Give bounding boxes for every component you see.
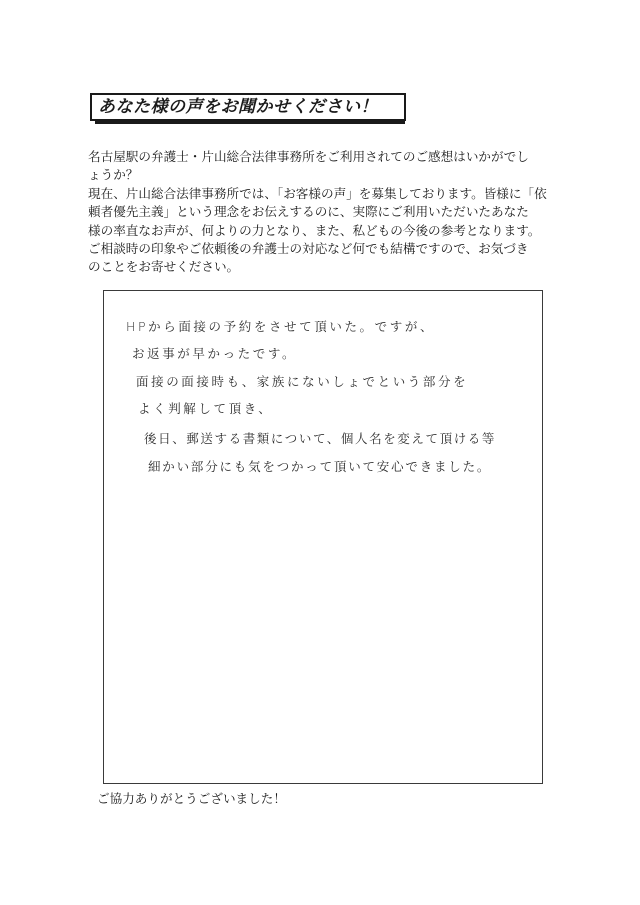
intro-line: 名古屋駅の弁護士・片山総合法律事務所をご利用されてのご感想はいかがでし [88,149,529,164]
comment-line: HPから面接の予約をさせて頂いた。ですが、 [126,319,436,334]
intro-line: 頼者優先主義」という理念をお伝えするのに、実際にご利用いただいたあなた [88,204,529,220]
thanks-message: ご協力ありがとうございました！ [97,791,286,806]
intro-line: ご相談時の印象やご依頼後の弁護士の対応など何でも結構ですので、お気づき [88,241,529,257]
comment-line: よく判解して頂き、 [138,401,274,416]
intro-line: ょうか？ [88,167,139,183]
title-banner [90,93,408,127]
comment-line: 面接の面接時も、家族にないしょでという部分を [136,374,469,389]
comment-line: 後日、郵送する書類について、個人名を変えて頂ける等 [144,431,497,446]
comment-line: お返事が早かったです。 [132,346,298,361]
intro-line: のことをお寄せください。 [88,259,240,275]
comment-line: 細かい部分にも気をつかって頂いて安心できました。 [148,459,492,474]
intro-line: 様の率直なお声が、何よりの力となり、また、私どもの今後の参考となります。 [88,222,541,238]
intro-line: 現在、片山総合法律事務所では、「お客様の声」を募集しております。皆様に「依 [88,185,547,201]
intro-text [88,148,558,277]
banner-title: あなた様の声をお聞かせください！ [90,93,406,121]
customer-voice-box [103,290,543,784]
